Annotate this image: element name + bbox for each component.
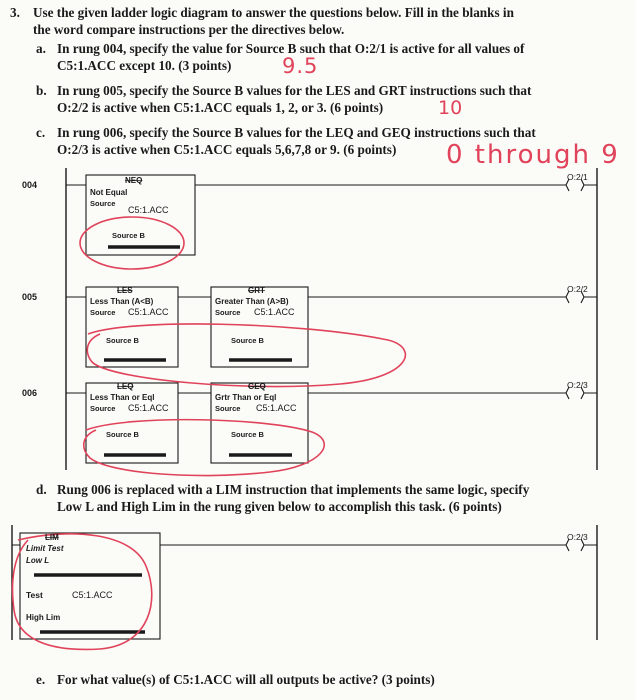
part-e-letter: e. [36, 672, 46, 687]
source-a-value: C5:1.ACC [256, 403, 297, 413]
answer-c-handwritten: 0 through 9 [446, 140, 620, 170]
part-c-letter: c. [36, 125, 46, 140]
instruction-mnemonic: LES [117, 286, 133, 295]
handwritten-circle [80, 217, 184, 269]
intro-line-1: Use the given ladder logic diagram to answer the questions below. Fill in the blanks in [33, 5, 514, 20]
part-d-line-2: Low L and High Lim in the rung given below to accomplish this task. (6 points) [57, 499, 502, 514]
output-label: O:2/1 [567, 172, 588, 182]
part-c-line-2: O:2/3 is active when C5:1.ACC equals 5,6,7,8 or 9. (6 points) [57, 142, 397, 157]
part-a-line-2: C5:1.ACC except 10. (3 points) [57, 58, 232, 73]
part-a-letter: a. [36, 41, 46, 56]
instruction-mnemonic: GEQ [248, 382, 266, 391]
part-b-line-1: In rung 005, specify the Source B values for the LES and GRT instructions such that [57, 83, 532, 98]
question-number: 3. [10, 5, 20, 20]
source-a-label: Source [215, 404, 241, 413]
output-label: O:2/3 [567, 532, 588, 542]
instruction-title: Grtr Than or Eql [215, 393, 277, 402]
part-b-line-2: O:2/2 is active when C5:1.ACC equals 1, 2, or 3. (6 points) [57, 100, 384, 115]
instruction-title: Not Equal [90, 188, 128, 197]
instruction-title: Limit Test [26, 544, 64, 553]
part-c-line-1: In rung 006, specify the Source B values for the LEQ and GEQ instructions such that [57, 125, 536, 140]
neq-block [86, 175, 195, 255]
answer-a-handwritten: 9.5 [282, 54, 319, 78]
instruction-title: Less Than or Eql [90, 393, 155, 402]
source-a-value: C5:1.ACC [128, 403, 169, 413]
rung-number: 005 [22, 292, 38, 302]
output-label: O:2/2 [567, 284, 588, 294]
instruction-mnemonic: LIM [45, 533, 59, 542]
output-label: O:2/3 [567, 380, 588, 390]
high-limit-label: High Lim [26, 613, 61, 622]
rung-number: 006 [22, 388, 38, 398]
source-a-label: Source [90, 199, 116, 208]
source-b-label: Source B [106, 336, 139, 345]
part-e-line-1: For what value(s) of C5:1.ACC will all outputs be active? (3 points) [57, 672, 435, 687]
rung-number: 004 [22, 180, 38, 190]
instruction-title: Less Than (A<B) [90, 297, 154, 306]
intro-line-2: the word compare instructions per the directives below. [33, 22, 345, 37]
instruction-title: Greater Than (A>B) [215, 297, 289, 306]
source-b-label: Source B [112, 231, 145, 240]
source-a-value: C5:1.ACC [128, 307, 169, 317]
source-a-label: Source [90, 308, 116, 317]
instruction-mnemonic: LEQ [117, 382, 134, 391]
part-d-letter: d. [36, 482, 47, 497]
source-a-value: C5:1.ACC [128, 205, 169, 215]
instruction-mnemonic: NEQ [125, 176, 143, 185]
part-a-line-1: In rung 004, specify the value for Source B such that O:2/1 is active for all values of [57, 41, 525, 56]
part-d-line-1: Rung 006 is replaced with a LIM instruction that implements the same logic, specify [57, 482, 530, 497]
handwritten-circle [87, 324, 405, 387]
source-b-label: Source B [231, 430, 264, 439]
test-label: Test [26, 590, 43, 600]
source-b-label: Source B [106, 430, 139, 439]
source-a-label: Source [90, 404, 116, 413]
source-a-value: C5:1.ACC [254, 307, 295, 317]
handwritten-circle [84, 420, 325, 476]
part-b-letter: b. [36, 83, 47, 98]
low-limit-label: Low L [26, 556, 50, 565]
source-a-label: Source [215, 308, 241, 317]
source-b-label: Source B [231, 336, 264, 345]
answer-b-handwritten: 10 [438, 97, 463, 119]
test-value: C5:1.ACC [72, 590, 113, 600]
instruction-mnemonic: GRT [248, 286, 265, 295]
